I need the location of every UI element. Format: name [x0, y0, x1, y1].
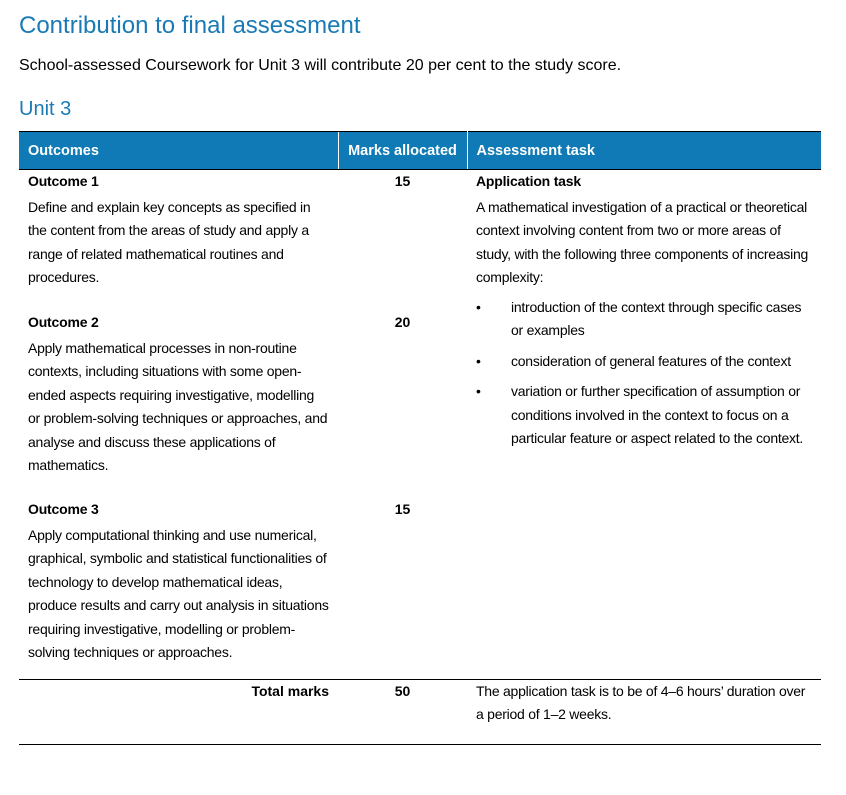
marks-cell [338, 170, 467, 680]
total-marks-value: 50 [338, 679, 467, 744]
page-title: Contribution to final assessment [19, 12, 361, 39]
outcome-2-marks: 20 [394, 314, 411, 330]
list-item [476, 296, 812, 343]
outcome-1-title: Outcome 1 [28, 173, 99, 189]
outcome-1 [28, 170, 329, 303]
task-description: A mathematical investigation of a practical or theoretical context involving content from two or more areas of study, with the following three components of increasing complexity: [476, 198, 809, 285]
component-text: introduction of the context through specific cases or examples [511, 298, 802, 338]
unit-heading: Unit 3 [19, 98, 72, 120]
list-item [476, 380, 812, 451]
outcome-2-title: Outcome 2 [28, 314, 99, 330]
outcome-3-title: Outcome 3 [28, 501, 99, 517]
intro-text: School-assessed Coursework for Unit 3 will contribute 20 per cent to the study score. [19, 57, 622, 74]
header-outcomes: Outcomes [19, 132, 338, 170]
table-body-row [19, 170, 821, 680]
duration-note: The application task is to be of 4–6 hours’ duration over a period of 1–2 weeks. [467, 679, 821, 744]
bullet-icon: • [476, 383, 481, 399]
assessment-table [19, 131, 821, 745]
total-marks-label: Total marks [19, 679, 338, 744]
outcome-3 [28, 498, 329, 665]
outcome-3-marks: 15 [394, 501, 411, 517]
list-item [476, 350, 812, 374]
total-row [19, 679, 821, 744]
component-text: variation or further specification of assumption or conditions involved in the context to focus on a particular feature or aspect related to the context. [511, 383, 804, 446]
header-marks-allocated: Marks allocated [338, 132, 467, 170]
component-text: consideration of general features of the context [511, 352, 791, 369]
bullet-icon: • [476, 298, 481, 315]
outcome-1-description: Define and explain key concepts as specified in the content from the areas of study and apply a range of related mathematical routines and procedures. [28, 198, 311, 285]
task-components-list [476, 296, 812, 451]
outcomes-cell [19, 170, 338, 680]
table-header-row [19, 132, 821, 170]
bullet-icon: • [476, 352, 481, 369]
header-assessment-task: Assessment task [467, 132, 821, 170]
outcome-3-description: Apply computational thinking and use numerical, graphical, symbolic and statistical functionalities of technology to develop mathematical ideas, produce results and carry out analysis in situations requiring investigative, modelling or problem-solving techniques or approaches. [28, 526, 329, 660]
task-title: Application task [476, 173, 581, 189]
outcome-2 [28, 311, 329, 490]
outcome-2-description: Apply mathematical processes in non-routine contexts, including situations with some open-ended aspects requiring investigative, modelling or problem-solving techniques or approaches, and analyse and discuss these applications of mathematics. [28, 339, 328, 473]
outcome-1-marks: 15 [394, 173, 411, 189]
assessment-task-cell [467, 170, 821, 680]
